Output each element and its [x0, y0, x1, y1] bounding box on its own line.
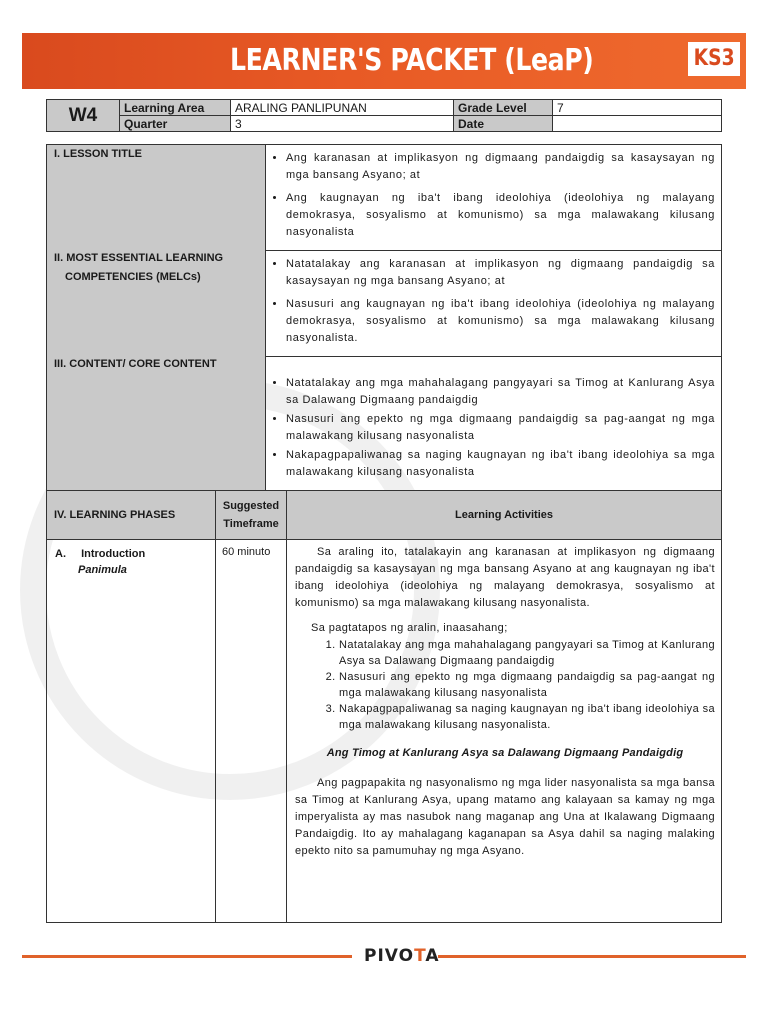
logo-suffix: A: [425, 946, 440, 966]
info-table: [46, 99, 722, 132]
melcs-content: [266, 251, 722, 357]
lesson-title-item: • Ang kaugnayan ng iba't ibang ideolohiya (ideolohiya ng malayang demokrasya, sosyalismo at komunismo) sa mga malawakang kilusang nasyonalista: [286, 190, 715, 241]
activities-cell: [287, 540, 722, 923]
footer-rule-right: [438, 955, 746, 958]
phase-name: Introduction: [81, 548, 146, 560]
phase-letter: A.: [55, 548, 66, 560]
ks-badge: [688, 42, 740, 76]
body-paragraph: Ang pagpapakita ng nasyonalismo ng mga lider nasyonalista sa mga bansa sa Timog at Kanlurang Asya, upang matamo ang kalayaan sa kamay ng mga imperyalista ay mas nasubok nang maganap ang Una at Ikalawang Digmaang Pandaigdig. Ito ay mahalagang kaganapan sa Asya dahil sa naging malaking epekto nito sa pamumuhay ng mga Asyano.: [295, 777, 715, 857]
quarter-label: Quarter: [120, 116, 231, 132]
date-value: [553, 116, 722, 132]
expectation-lead: Sa pagtatapos ng aralin, inaasahang;: [311, 622, 508, 634]
melcs-item: • Natatalakay ang karanasan at implikasyon ng digmaang pandaigdig sa kasaysayan ng mga bansang Asyano; at: [286, 256, 715, 290]
phase-cell: [47, 540, 216, 923]
header-banner: [22, 33, 746, 89]
content-item: • Nakapagpapaliwanag sa naging kaugnayan ng iba't ibang ideolohiya sa mga malawakang kilusang nasyonalista: [286, 447, 715, 481]
grade-level-value: 7: [553, 100, 722, 116]
content-items: [266, 357, 722, 495]
melcs-label-line1: II. MOST ESSENTIAL LEARNING: [54, 252, 224, 264]
intro-paragraph: Sa araling ito, tatalakayin ang karanasan at implikasyon ng digmaang pandaigdig sa kasaysayan ng mga bansang Asyano at ang kaugnayan ng iba't ibang ideolohiya (ideolohiya ng malayang demokrasya, sosyalismo at komunismo) sa mga malawakang kilusang nasyonalista.: [295, 546, 715, 609]
activities-header: Learning Activities: [287, 491, 722, 540]
timeframe-header-line2: Timeframe: [223, 518, 279, 530]
melcs-label-line2: COMPETENCIES (MELCs): [65, 271, 201, 283]
content-item: • Natatalakay ang mga mahahalagang pangyayari sa Timog at Kanlurang Asya sa Dalawang Digmaang pandaigdig: [286, 375, 715, 409]
phase-name-line: [55, 546, 195, 562]
objective-item: 2. Nasusuri ang epekto ng mga digmaang pandaigdig sa pag-aangat ng mga malawakang kilusang nasyonalista: [339, 669, 715, 701]
timeframe-cell: 60 minuto: [216, 540, 287, 923]
lesson-table: [46, 144, 722, 495]
content-label: III. CONTENT/ CORE CONTENT: [54, 358, 217, 370]
pivot-logo: [364, 944, 440, 968]
phase-sub: Panimula: [78, 564, 127, 576]
learning-area-value: ARALING PANLIPUNAN: [231, 100, 454, 116]
timeframe-header: [216, 491, 287, 540]
footer-rule-left: [22, 955, 352, 958]
date-label: Date: [454, 116, 553, 132]
lesson-title-label: I. LESSON TITLE: [54, 148, 143, 160]
lesson-title-item: • Ang karanasan at implikasyon ng digmaang pandaigdig sa kasaysayan ng mga bansang Asyano; at: [286, 150, 715, 184]
week-cell: W4: [47, 100, 120, 132]
quarter-value: 3: [231, 116, 454, 132]
learning-phases-table: [46, 490, 722, 923]
grade-level-label: Grade Level: [454, 100, 553, 116]
logo-prefix: PIVO: [364, 946, 415, 966]
lesson-title-content: [266, 145, 722, 251]
logo-accent: T: [414, 946, 426, 966]
content-item: • Nasusuri ang epekto ng mga digmaang pandaigdig sa pag-aangat ng mga malawakang kilusang nasyonalista: [286, 411, 715, 445]
section-subheading: Ang Timog at Kanlurang Asya sa Dalawang Digmaang Pandaigdig: [326, 747, 684, 759]
timeframe-header-line1: Suggested: [222, 500, 280, 512]
ks-badge-label: KS3: [693, 46, 735, 71]
objectives-list: [295, 637, 715, 733]
banner-title: LEARNER'S PACKET (LeaP): [230, 43, 594, 78]
phases-header: IV. LEARNING PHASES: [47, 491, 216, 540]
objective-item: 1. Natatalakay ang mga mahahalagang pangyayari sa Timog at Kanlurang Asya sa Dalawang Digmaang pandaigdig: [339, 637, 715, 669]
learning-area-label: Learning Area: [120, 100, 231, 116]
melcs-item: • Nasusuri ang kaugnayan ng iba't ibang ideolohiya (ideolohiya ng malayang demokrasya, sosyalismo at komunismo) sa mga malawakang kilusang nasyonalista.: [286, 296, 715, 347]
objective-item: 3. Nakapagpapaliwanag sa naging kaugnayan ng iba't ibang ideolohiya sa mga malawakang kilusang nasyonalista.: [339, 701, 715, 733]
lesson-left-column: [47, 145, 266, 495]
